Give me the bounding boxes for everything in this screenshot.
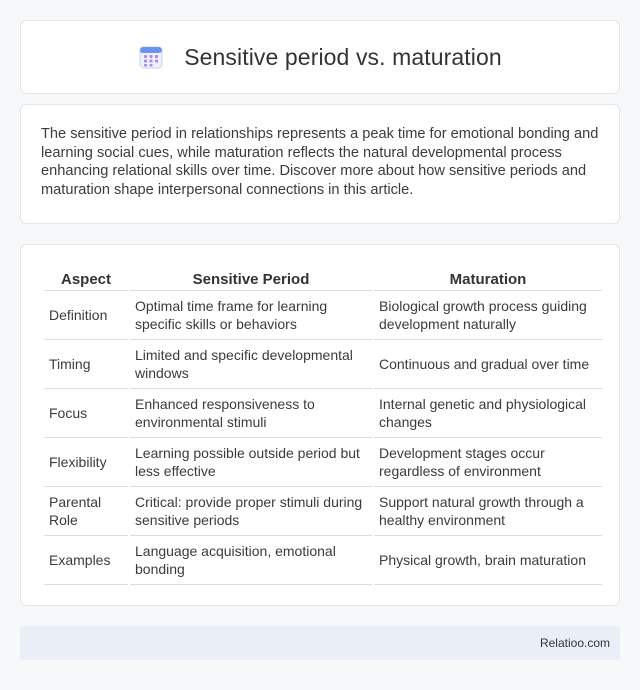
aspect-cell: Focus — [44, 389, 128, 438]
table-row — [44, 536, 602, 585]
table-header-row — [44, 265, 602, 291]
maturation-cell: Continuous and gradual over time — [374, 340, 602, 389]
calendar-icon — [138, 44, 164, 70]
column-header: Sensitive Period — [130, 265, 372, 291]
footer — [20, 626, 620, 660]
table-row — [44, 438, 602, 487]
sensitive-period-cell: Optimal time frame for learning specific skills or behaviors — [130, 291, 372, 340]
maturation-cell: Internal genetic and physiological changes — [374, 389, 602, 438]
maturation-cell: Physical growth, brain maturation — [374, 536, 602, 585]
aspect-cell: Parental Role — [44, 487, 128, 536]
maturation-cell: Biological growth process guiding development naturally — [374, 291, 602, 340]
maturation-cell: Support natural growth through a healthy environment — [374, 487, 602, 536]
intro-text: The sensitive period in relationships represents a peak time for emotional bonding and learning social cues, while maturation reflects the natural developmental process enhancing relational skills over time. Discover more about how sensitive periods and maturation shape interpersonal connections in this article. — [41, 126, 599, 198]
table-row — [44, 487, 602, 536]
aspect-cell: Examples — [44, 536, 128, 585]
sensitive-period-cell: Learning possible outside period but less effective — [130, 438, 372, 487]
sensitive-period-cell: Limited and specific developmental windows — [130, 340, 372, 389]
aspect-cell: Timing — [44, 340, 128, 389]
aspect-cell: Flexibility — [44, 438, 128, 487]
comparison-table — [42, 265, 604, 585]
sensitive-period-cell: Enhanced responsiveness to environmental stimuli — [130, 389, 372, 438]
comparison-table-card — [20, 244, 620, 606]
title-card — [20, 20, 620, 94]
intro-card — [20, 104, 620, 224]
column-header: Maturation — [374, 265, 602, 291]
maturation-cell: Development stages occur regardless of environment — [374, 438, 602, 487]
page-title: Sensitive period vs. maturation — [184, 43, 502, 70]
column-header: Aspect — [44, 265, 128, 291]
aspect-cell: Definition — [44, 291, 128, 340]
table-row — [44, 389, 602, 438]
table-row — [44, 340, 602, 389]
table-row — [44, 291, 602, 340]
sensitive-period-cell: Language acquisition, emotional bonding — [130, 536, 372, 585]
footer-brand-link[interactable]: Relatioo.com — [539, 636, 610, 650]
sensitive-period-cell: Critical: provide proper stimuli during sensitive periods — [130, 487, 372, 536]
